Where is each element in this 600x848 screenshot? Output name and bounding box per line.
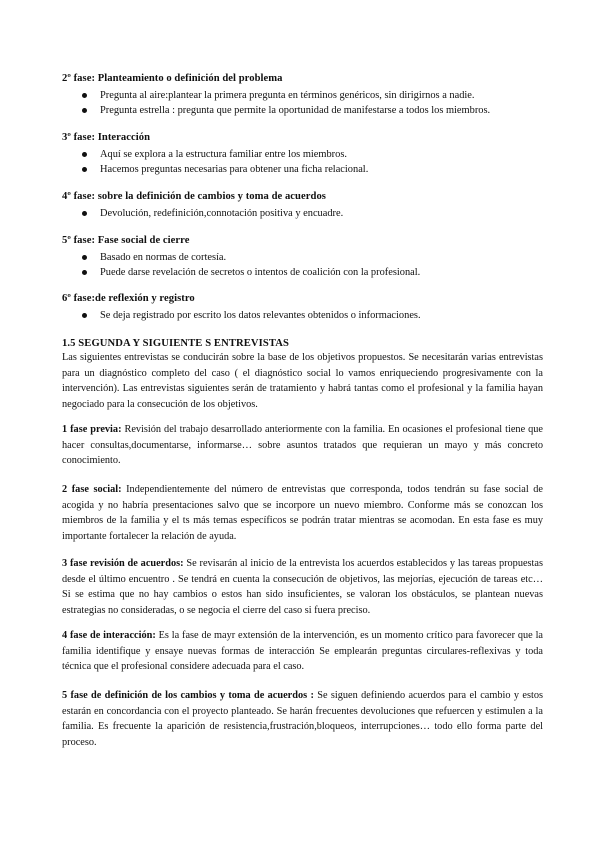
list-item: Puede darse revelación de secretos o intentos de coalición con la profesional.: [62, 265, 542, 280]
paragraph-4: [62, 628, 543, 675]
paragraph-3-label: 3 fase revisión de acuerdos:: [62, 558, 184, 569]
list-item: Se deja registrado por escrito los datos relevantes obtenidos o informaciones.: [62, 308, 542, 323]
phase-2-block: [62, 72, 542, 118]
phase-6-list: [62, 308, 542, 323]
paragraph-4-label: 4 fase de interacción:: [62, 630, 156, 641]
paragraph-2: [62, 482, 543, 544]
paragraph-3-text: Se revisarán al inicio de la entrevista los acuerdos establecidos y las tareas propuestas desde el último encuentro . Se tendrá en cuenta la consecución de objetivos, las mejorías, ejecución de tareas etc… Si se estima que no hay cambios o estos han sido insuficientes, se valoran los obstáculos, se plantean nuevas estrategias no consideradas, o se negocia el cierre del caso si fuera preciso.: [62, 558, 543, 616]
phase-4-heading: 4º fase: sobre la definición de cambios y toma de acuerdos: [62, 191, 326, 202]
paragraph-1-text: Revisión del trabajo desarrollado anteriormente con la familia. En ocasiones el profesional tiene que hacer consultas,documentarse, informarse… sobre asuntos tratados que requieran un mayo y más concreto conocimiento.: [62, 424, 543, 466]
section-intro: Las siguientes entrevistas se conducirán sobre la base de los objetivos propuestos. Se necesitarán varias entrevistas para un diagnóstico completo del caso ( el diagnóstico social lo vamos enriqueciendo progresivamente con la intervención). Las entrevistas siguientes serán de tratamiento y habrá tantas como el profesional y la familia hayan negociado para la consecución de los objetivos.: [62, 352, 543, 410]
paragraph-5-label: 5 fase de definición de los cambios y toma de acuerdos :: [62, 690, 314, 701]
section-block: [62, 336, 543, 351]
list-item: Devolución, redefinición,connotación positiva y encuadre.: [62, 206, 542, 221]
phase-4-list: [62, 206, 542, 221]
paragraph-3: [62, 556, 543, 618]
paragraph-2-text: Independientemente del número de entrevistas que corresponda, todos tendrán su fase social de acogida y no habría presentaciones salvo que se incorpore un nuevo miembro. Conforme más se conozcan los miembros de la familia y el ts más temas específicos se podrán tratar mientras se acomodan. En esta fase es muy importante fortalecer la relación de ayuda.: [62, 484, 543, 542]
paragraph-2-label: 2 fase social:: [62, 484, 122, 495]
phase-3-block: [62, 131, 542, 177]
phase-2-heading: 2º fase: Planteamiento o definición del problema: [62, 73, 283, 84]
paragraph-1: [62, 422, 543, 469]
phase-5-list: [62, 250, 542, 280]
phase-6-heading: 6º fase:de reflexión y registro: [62, 293, 195, 304]
paragraph-4-text: Es la fase de mayr extensión de la intervención, es un momento crítico para favorecer que la familia identifique y ensaye nuevas formas de interacción Se emplearán preguntas circulares-reflexivas y toda técnica que el profesional considere adecuada para el caso.: [62, 630, 543, 672]
list-item: Pregunta estrella : pregunta que permite la oportunidad de manifestarse a todos los miembros.: [62, 103, 542, 118]
phase-3-heading: 3º fase: Interacción: [62, 132, 151, 143]
phase-4-block: [62, 190, 542, 221]
list-item: Aquí se explora a la estructura familiar entre los miembros.: [62, 147, 542, 162]
phase-5-block: [62, 234, 542, 280]
paragraph-5-text: Se siguen definiendo acuerdos para el cambio y estos estarán en concordancia con el proyecto planteado. Se harán frecuentes devoluciones que refuercen y estimulen a la familia. Es frecuente la aparición de resistencia,frustración,bloqueos, interrupciones… todo ello forma parte del proceso.: [62, 690, 543, 748]
section-title: 1.5 SEGUNDA Y SIGUIENTE S ENTREVISTAS: [62, 338, 290, 349]
list-item: Basado en normas de cortesía.: [62, 250, 542, 265]
phase-3-list: [62, 147, 542, 177]
phase-5-heading: 5º fase: Fase social de cierre: [62, 235, 190, 246]
phase-6-block: [62, 292, 542, 323]
paragraph-1-label: 1 fase previa:: [62, 424, 122, 435]
phase-2-list: [62, 88, 542, 118]
list-item: Hacemos preguntas necesarias para obtener una ficha relacional.: [62, 162, 542, 177]
paragraph-5: [62, 688, 543, 750]
list-item: Pregunta al aire:plantear la primera pregunta en términos genéricos, sin dirigirnos a nadie.: [62, 88, 542, 103]
